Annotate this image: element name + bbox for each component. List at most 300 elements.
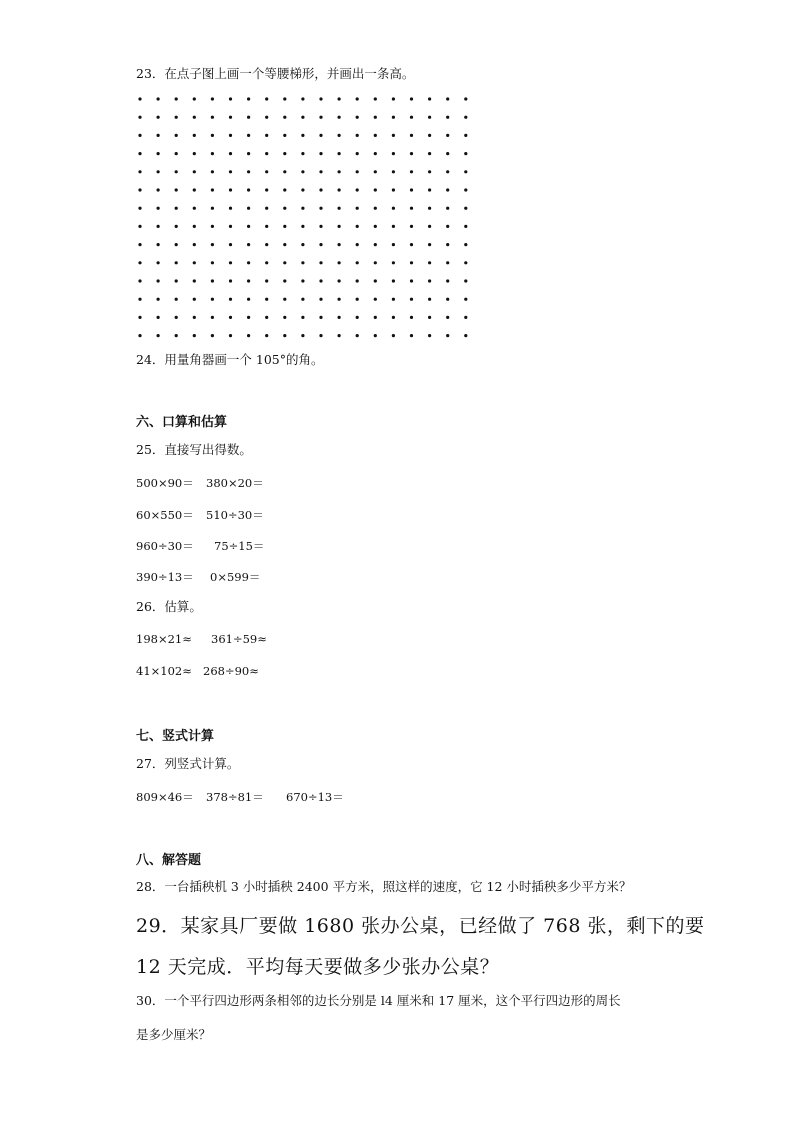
grid-dot [283,298,286,301]
grid-dot [392,261,395,264]
grid-dot [175,316,178,319]
grid-dot [464,316,467,319]
grid-dot [175,188,178,191]
grid-dot [428,170,431,173]
grid-dot [157,207,160,210]
grid-dot [229,243,232,246]
grid-dot [464,279,467,282]
grid-dot [229,207,232,210]
grid-dot [193,116,196,119]
grid-dot [374,188,377,191]
grid-dot [175,243,178,246]
question-29-line-1: 29．某家具厂要做 1680 张办公桌，已经做了 768 张，剩下的要 [136,915,705,937]
grid-dot [301,170,304,173]
calc-item: 500×90＝ [136,476,194,490]
grid-dot [265,316,268,319]
grid-dot [157,97,160,100]
grid-dot [392,243,395,246]
calc-item: 75÷15＝ [214,539,265,553]
grid-dot [446,225,449,228]
grid-dot [410,298,413,301]
grid-dot [211,243,214,246]
grid-dot [428,188,431,191]
grid-dot [410,225,413,228]
grid-dot [211,279,214,282]
grid-dot [157,116,160,119]
grid-dot [319,207,322,210]
grid-dot [175,152,178,155]
grid-dot [392,116,395,119]
estimate-row-1 [136,631,267,647]
calc-item: 380×20＝ [206,476,264,490]
grid-dot [283,316,286,319]
grid-dot [247,225,250,228]
grid-dot [392,152,395,155]
grid-dot [283,207,286,210]
grid-dot [374,261,377,264]
grid-dot [301,298,304,301]
grid-dot [301,316,304,319]
grid-dot [229,261,232,264]
grid-dot [392,225,395,228]
grid-dot [265,152,268,155]
grid-dot [193,188,196,191]
grid-dot [211,152,214,155]
grid-dot [446,207,449,210]
grid-dot [356,261,359,264]
grid-dot [301,279,304,282]
grid-dot [193,97,196,100]
grid-dot [446,298,449,301]
grid-dot [247,334,250,337]
grid-dot [319,225,322,228]
grid-dot [428,279,431,282]
grid-dot [283,116,286,119]
grid-dot [319,334,322,337]
grid-dot [265,298,268,301]
grid-dot [301,334,304,337]
grid-dot [211,225,214,228]
grid-dot [356,207,359,210]
grid-dot [301,152,304,155]
grid-dot [283,334,286,337]
grid-dot [428,243,431,246]
grid-dot [229,134,232,137]
grid-dot [356,225,359,228]
grid-dot [338,334,341,337]
grid-dot [283,279,286,282]
grid-dot [157,261,160,264]
grid-dot [211,298,214,301]
grid-dot [428,261,431,264]
calc-row-4 [136,569,260,585]
grid-dot [356,279,359,282]
grid-dot [301,188,304,191]
grid-dot [446,316,449,319]
grid-dot [374,116,377,119]
grid-dot [138,225,141,228]
grid-dot [283,134,286,137]
section-7-title: 七、竖式计算 [136,729,215,744]
calc-item: 0×599＝ [210,570,261,584]
grid-dot [392,316,395,319]
grid-dot [374,170,377,173]
question-30-line-2: 是多少厘米？ [136,1027,212,1042]
calc-item: 361÷59≈ [211,632,267,646]
question-30-line-1: 30．一个平行四边形两条相邻的边长分别是 l4 厘米和 17 厘米，这个平行四边形的周长 [136,993,621,1008]
grid-dot [138,316,141,319]
grid-dot [446,243,449,246]
grid-dot [338,316,341,319]
grid-dot [356,152,359,155]
calc-item: 268÷90≈ [203,664,259,678]
grid-dot [211,170,214,173]
grid-dot [265,134,268,137]
grid-dot [301,207,304,210]
question-25: 25．直接写出得数。 [136,442,252,457]
grid-dot [392,207,395,210]
grid-dot [356,316,359,319]
grid-dot [157,298,160,301]
grid-dot [138,188,141,191]
grid-dot [464,152,467,155]
grid-dot [229,188,232,191]
grid-dot [356,188,359,191]
grid-dot [410,207,413,210]
grid-dot [175,298,178,301]
grid-dot [247,170,250,173]
question-24: 24．用量角器画一个 105°的角。 [136,352,324,367]
grid-dot [392,279,395,282]
grid-dot [428,316,431,319]
grid-dot [193,279,196,282]
grid-dot [265,243,268,246]
grid-dot [464,243,467,246]
grid-dot [428,116,431,119]
grid-dot [175,170,178,173]
grid-dot [283,225,286,228]
grid-dot [356,134,359,137]
grid-dot [374,279,377,282]
grid-dot [265,261,268,264]
grid-dot [229,116,232,119]
grid-dot [283,261,286,264]
grid-dot [392,97,395,100]
grid-dot [356,334,359,337]
grid-dot [229,97,232,100]
question-28: 28．一台插秧机 3 小时插秧 2400 平方米，照这样的速度，它 12 小时插秧多少平方米？ [136,879,632,894]
grid-dot [338,134,341,137]
grid-dot [193,334,196,337]
grid-dot [138,298,141,301]
grid-dot [464,188,467,191]
grid-dot [138,97,141,100]
grid-dot [193,225,196,228]
grid-dot [301,97,304,100]
grid-dot [338,116,341,119]
grid-dot [410,134,413,137]
grid-dot [374,97,377,100]
grid-dot [157,225,160,228]
grid-dot [428,134,431,137]
grid-dot [319,279,322,282]
grid-dot [157,243,160,246]
grid-dot [392,298,395,301]
grid-dot [175,279,178,282]
grid-dot [138,207,141,210]
grid-dot [229,279,232,282]
grid-dot [283,188,286,191]
grid-dot [338,298,341,301]
grid-dot [410,188,413,191]
calc-item: 670÷13＝ [286,790,344,804]
grid-dot [410,279,413,282]
grid-dot [283,170,286,173]
grid-dot [301,116,304,119]
grid-dot [392,334,395,337]
grid-dot [464,261,467,264]
grid-dot [283,152,286,155]
grid-dot [247,152,250,155]
grid-dot [229,225,232,228]
grid-dot [265,225,268,228]
grid-dot [410,116,413,119]
grid-dot [356,170,359,173]
grid-dot [229,170,232,173]
grid-dot [247,188,250,191]
grid-dot [374,243,377,246]
grid-dot [247,316,250,319]
grid-dot [446,334,449,337]
grid-dot [319,97,322,100]
section-8-title: 八、解答题 [136,853,202,868]
calc-item: 809×46＝ [136,790,194,804]
grid-dot [265,279,268,282]
grid-dot [338,152,341,155]
grid-dot [374,298,377,301]
grid-dot [374,152,377,155]
grid-dot [211,207,214,210]
grid-dot [229,334,232,337]
question-23: 23．在点子图上画一个等腰梯形，并画出一条高。 [136,66,415,81]
grid-dot [211,316,214,319]
grid-dot [157,188,160,191]
grid-dot [464,334,467,337]
grid-dot [265,334,268,337]
grid-dot [392,188,395,191]
grid-dot [410,261,413,264]
grid-dot [374,134,377,137]
grid-dot [338,279,341,282]
grid-dot [338,170,341,173]
grid-dot [374,334,377,337]
grid-dot [319,298,322,301]
grid-dot [410,316,413,319]
calc-item: 960÷30＝ [136,539,194,553]
calc-item: 390÷13＝ [136,570,194,584]
grid-dot [229,152,232,155]
grid-dot [283,97,286,100]
grid-dot [211,116,214,119]
estimate-row-2 [136,663,259,679]
grid-dot [319,243,322,246]
grid-dot [356,243,359,246]
grid-dot [138,152,141,155]
grid-dot [464,207,467,210]
grid-dot [338,243,341,246]
grid-dot [193,207,196,210]
grid-dot [283,243,286,246]
grid-dot [464,116,467,119]
grid-dot [157,170,160,173]
grid-dot [338,261,341,264]
question-26: 26．估算。 [136,599,202,614]
grid-dot [265,116,268,119]
grid-dot [138,334,141,337]
calc-row-1 [136,475,264,491]
grid-dot [392,134,395,137]
section-6-title: 六、口算和估算 [136,415,228,430]
grid-dot [193,152,196,155]
grid-dot [301,134,304,137]
question-27: 27．列竖式计算。 [136,756,240,771]
grid-dot [157,316,160,319]
grid-dot [247,298,250,301]
calc-row-2 [136,507,264,523]
grid-dot [428,152,431,155]
calc-item: 198×21≈ [136,632,192,646]
grid-dot [410,243,413,246]
grid-dot [319,188,322,191]
grid-dot [428,298,431,301]
grid-dot [247,261,250,264]
grid-dot [247,134,250,137]
grid-dot [319,134,322,137]
grid-dot [356,298,359,301]
grid-dot [193,316,196,319]
grid-dot [211,97,214,100]
grid-dot [446,116,449,119]
grid-dot [446,261,449,264]
grid-dot [446,152,449,155]
question-29-line-2: 12 天完成．平均每天要做多少张办公桌？ [136,956,500,978]
grid-dot [193,243,196,246]
grid-dot [211,134,214,137]
grid-dot [338,97,341,100]
grid-dot [356,97,359,100]
grid-dot [211,334,214,337]
grid-dot [157,152,160,155]
grid-dot [446,188,449,191]
grid-dot [138,116,141,119]
grid-dot [175,97,178,100]
grid-dot [193,170,196,173]
grid-dot [138,243,141,246]
grid-dot [247,243,250,246]
grid-dot [410,152,413,155]
grid-dot [464,134,467,137]
grid-dot [446,134,449,137]
grid-dot [175,207,178,210]
grid-dot [410,97,413,100]
grid-dot [392,170,395,173]
grid-dot [319,261,322,264]
vertical-calc-row [136,789,344,805]
grid-dot [446,279,449,282]
grid-dot [157,134,160,137]
grid-dot [211,261,214,264]
grid-dot [193,298,196,301]
grid-dot [247,207,250,210]
grid-dot [265,207,268,210]
grid-dot [374,207,377,210]
grid-dot [464,97,467,100]
grid-dot [193,134,196,137]
grid-dot [138,279,141,282]
grid-dot [301,225,304,228]
calc-item: 378÷81＝ [206,790,264,804]
grid-dot [175,134,178,137]
grid-dot [211,188,214,191]
grid-dot [319,170,322,173]
grid-dot [193,261,196,264]
grid-dot [446,97,449,100]
grid-dot [446,170,449,173]
grid-dot [175,116,178,119]
grid-dot [247,116,250,119]
grid-dot [138,261,141,264]
grid-dot [157,279,160,282]
grid-dot [374,316,377,319]
grid-dot [410,170,413,173]
grid-dot [247,279,250,282]
grid-dot [319,316,322,319]
grid-dot [428,225,431,228]
grid-dot [464,298,467,301]
grid-dot [157,334,160,337]
grid-dot [319,116,322,119]
grid-dot [265,188,268,191]
grid-dot [319,152,322,155]
calc-item: 41×102≈ [136,664,192,678]
grid-dot [301,243,304,246]
grid-dot [338,207,341,210]
calc-item: 60×550＝ [136,508,194,522]
grid-dot [356,116,359,119]
grid-dot [138,134,141,137]
grid-dot [464,225,467,228]
dot-grid[interactable] [130,90,470,340]
grid-dot [175,334,178,337]
grid-dot [301,261,304,264]
grid-dot [175,225,178,228]
calc-item: 510÷30＝ [206,508,264,522]
grid-dot [265,170,268,173]
grid-dot [229,316,232,319]
grid-dot [428,334,431,337]
grid-dot [428,207,431,210]
grid-dot [338,188,341,191]
grid-dot [175,261,178,264]
grid-dot [265,97,268,100]
grid-dot [338,225,341,228]
grid-dot [428,97,431,100]
grid-dot [464,170,467,173]
grid-dot [229,298,232,301]
grid-dot [138,170,141,173]
calc-row-3 [136,538,264,554]
grid-dot [374,225,377,228]
